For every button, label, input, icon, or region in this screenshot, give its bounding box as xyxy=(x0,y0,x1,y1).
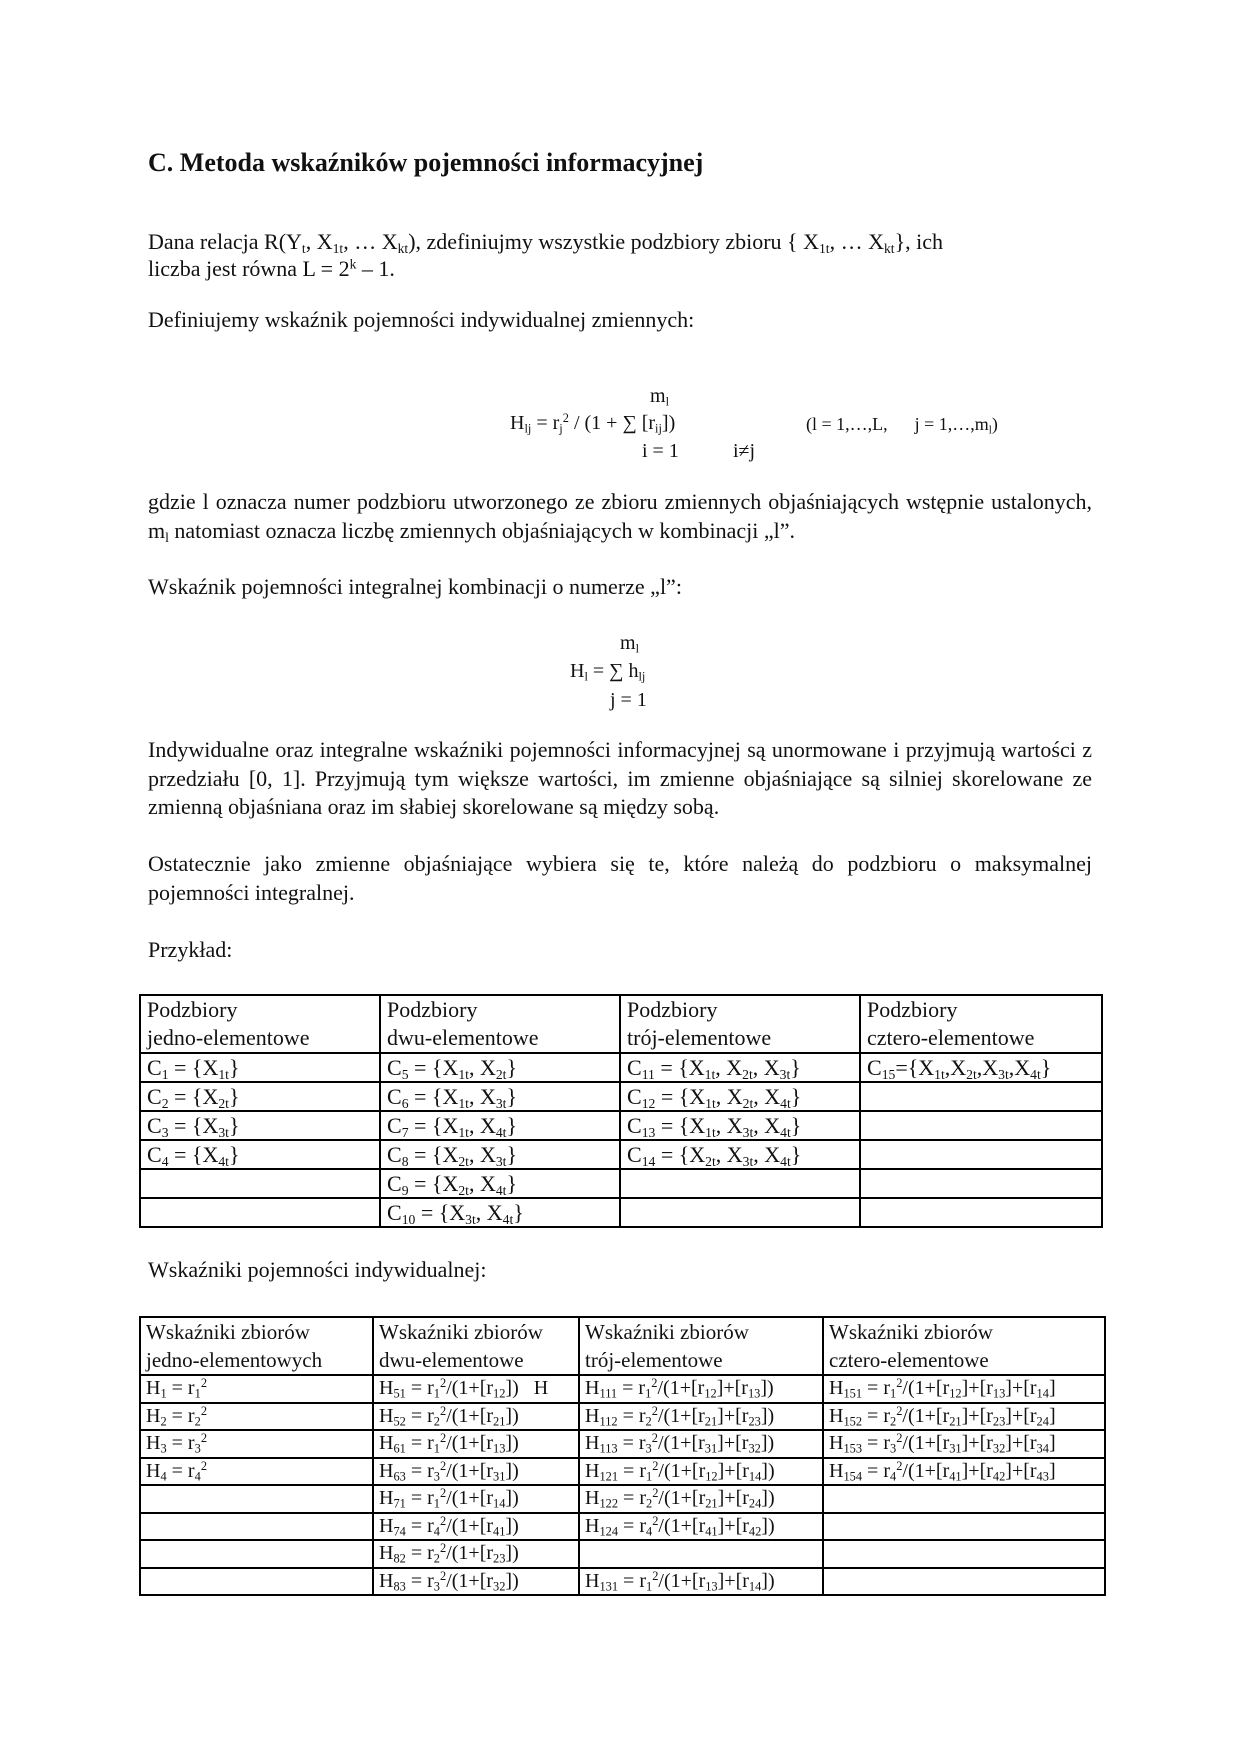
subsets-table-cell: $C_4 = \{X_{4t}\}$ xyxy=(140,1140,380,1169)
indices-table-cell: $H_{122} = r_2^2/(1+[r_{21}]+[r_{24}])$ xyxy=(579,1485,823,1513)
indices-table-cell: $H_{83} = r_3^2/(1+[r_{32}])$ xyxy=(373,1568,579,1596)
example-label: Przykład: xyxy=(148,937,233,962)
formula1-lower-limit: i = 1 xyxy=(642,440,679,462)
indices-table-cell: $H_{71} = r_1^2/(1+[r_{14}])$ xyxy=(373,1485,579,1513)
indices-table-cell: $H_{63} = r_3^2/(1+[r_{31}])$ xyxy=(373,1458,579,1486)
where-explanation: gdzie l oznacza numer podzbioru utworzonego ze zbioru zmiennych objaśniających wstępnie ustalonych, $m_l$ natomiast oznacza liczbę zmiennych objaśniających w kombinacji „l”. xyxy=(148,489,1092,545)
indices-table-cell xyxy=(823,1540,1105,1568)
subsets-table-cell xyxy=(860,1198,1102,1227)
subsets-table-cell xyxy=(620,1169,860,1198)
subsets-table-cell: $C_1 = \{X_{1t}\}$ xyxy=(140,1053,380,1082)
formula2-main: $H_l$ = ∑ $h_{lj}$ xyxy=(570,660,646,684)
selection-paragraph: Ostatecznie jako zmienne objaśniające wybiera się te, które należą do podzbioru o maksymalnej pojemności integralnej. xyxy=(148,851,1092,905)
table-row xyxy=(140,1403,1105,1431)
subsets-table-cell: $C_{11} = \{X_{1t}$, $X_{2t}$, $X_{3t}$} xyxy=(620,1053,860,1082)
table-row xyxy=(140,1458,1105,1486)
indices-table-cell: $H_{153} = r_3^2/(1+[r_{31}]+[r_{32}]+[r_{34}]$ xyxy=(823,1430,1105,1458)
table-row xyxy=(140,1082,1102,1111)
subsets-table-cell xyxy=(140,1198,380,1227)
subsets-table-cell: $C_7 = \{X_{1t}$, $X_{4t}$} xyxy=(380,1111,620,1140)
indices-table-cell xyxy=(823,1485,1105,1513)
indices-table-header-cell: Wskaźniki zbiorów cztero-elementowe xyxy=(823,1317,1105,1375)
intro-line-2: liczba jest równa $L = 2^k - 1$. xyxy=(148,256,395,281)
indices-table-cell: $H_{52} = r_2^2/(1+[r_{21}])$ xyxy=(373,1403,579,1431)
subsets-table-cell xyxy=(140,1169,380,1198)
table-row xyxy=(140,1485,1105,1513)
indices-table-cell: $H_{112} = r_2^2/(1+[r_{21}]+[r_{23}])$ xyxy=(579,1403,823,1431)
subsets-table-cell: $C_6 = \{X_{1t}$, $X_{3t}$} xyxy=(380,1082,620,1111)
table-row xyxy=(140,1140,1102,1169)
indices-table-cell: $H_2 = r_2^2$ xyxy=(140,1403,373,1431)
subsets-table-header-cell: Podzbiory dwu-elementowe xyxy=(380,995,620,1053)
indices-table-cell: $H_{51} = r_1^2/(1+[r_{12}])$ H xyxy=(373,1375,579,1403)
individual-capacity-definition: Definiujemy wskaźnik pojemności indywidualnej zmiennych: xyxy=(148,307,695,332)
indices-table-cell xyxy=(823,1513,1105,1541)
indices-table-cell: $H_{121} = r_1^2/(1+[r_{12}]+[r_{14}])$ xyxy=(579,1458,823,1486)
subsets-table-cell: $C_{12} = \{X_{1t}$, $X_{2t}$, $X_{4t}$} xyxy=(620,1082,860,1111)
indices-table-cell: $H_4 = r_4^2$ xyxy=(140,1458,373,1486)
subsets-table-header-cell: Podzbiory cztero-elementowe xyxy=(860,995,1102,1053)
indices-table-cell xyxy=(579,1540,823,1568)
indices-table-cell: $H_{82} = r_2^2/(1+[r_{23}])$ xyxy=(373,1540,579,1568)
indices-table-header-row xyxy=(140,1317,1105,1375)
indices-table-cell xyxy=(140,1485,373,1513)
subsets-table-cell xyxy=(860,1082,1102,1111)
table-row xyxy=(140,1513,1105,1541)
subsets-table-body xyxy=(140,995,1102,1227)
subsets-table-cell xyxy=(860,1140,1102,1169)
indices-table-cell xyxy=(140,1513,373,1541)
indices-table-cell: $H_{111} = r_1^2/(1+[r_{12}]+[r_{13}])$ xyxy=(579,1375,823,1403)
subsets-table-cell: $C_{13} = \{X_{1t}$, $X_{3t}$, $X_{4t}$} xyxy=(620,1111,860,1140)
indices-table-cell: $H_1 = r_1^2$ xyxy=(140,1375,373,1403)
normalization-paragraph: Indywidualne oraz integralne wskaźniki pojemności informacyjnej są unormowane i przyjmują wartości z przedziału [0, 1]. Przyjmują tym większe wartości, im zmienne objaśniające są silniej skorelowane ze zmienną objaśniana oraz im słabiej skorelowane są między sobą. xyxy=(148,737,1092,819)
formula1-range: (l = 1,…,L, $j = 1,\dots,m_l$) xyxy=(806,414,998,437)
indices-table xyxy=(139,1316,1106,1596)
subsets-table-cell: $C_{15}=\{X_{1t},X_{2t},X_{3t},X_{4t}\}$ xyxy=(860,1053,1102,1082)
indices-table-cell: $H_3 = r_3^2$ xyxy=(140,1430,373,1458)
subsets-table xyxy=(139,994,1103,1228)
section-title: C. Metoda wskaźników pojemności informacyjnej xyxy=(148,148,704,177)
indices-table-cell xyxy=(140,1568,373,1596)
indices-table-cell: $H_{131} = r_1^2/(1+[r_{13}]+[r_{14}])$ xyxy=(579,1568,823,1596)
subsets-table-cell xyxy=(860,1111,1102,1140)
subsets-table-header-row xyxy=(140,995,1102,1053)
subsets-table-cell: $C_5 = \{X_{1t}$, $X_{2t}$} xyxy=(380,1053,620,1082)
subsets-table-header-cell: Podzbiory trój-elementowe xyxy=(620,995,860,1053)
table-row xyxy=(140,1568,1105,1596)
formula1-upper-limit: $m_l$ xyxy=(650,385,670,409)
indices-table-cell: $H_{61} = r_1^2/(1+[r_{13}])$ xyxy=(373,1430,579,1458)
table-row xyxy=(140,1053,1102,1082)
table-row xyxy=(140,1198,1102,1227)
subsets-table-cell: $C_8 = \{X_{2t}$, $X_{3t}$} xyxy=(380,1140,620,1169)
subsets-table-cell: $C_{14} = \{X_{2t}$, $X_{3t}$, $X_{4t}$} xyxy=(620,1140,860,1169)
formula1-condition: i≠j xyxy=(733,440,756,462)
indices-table-body xyxy=(140,1317,1105,1595)
table-row xyxy=(140,1111,1102,1140)
subsets-table-cell xyxy=(620,1198,860,1227)
intro-line-1: Dana relacja $R(Y_t$, $X_{1t}$, … $X_{kt}$), zdefiniujmy wszystkie podzbiory zbioru { $X_{1t}$, … $X_{kt}$}, ich xyxy=(148,229,944,257)
formula2-lower-limit: j = 1 xyxy=(610,689,647,711)
indices-table-cell: $H_{152} = r_2^2/(1+[r_{21}]+[r_{23}]+[r_{24}]$ xyxy=(823,1403,1105,1431)
formula2-upper-limit: $m_l$ xyxy=(620,632,640,656)
table-row xyxy=(140,1430,1105,1458)
indices-table-cell: $H_{124} = r_4^2/(1+[r_{41}]+[r_{42}])$ xyxy=(579,1513,823,1541)
formula1-main: $H_{lj} = r_j^2 / (1$ + ∑ $[r_{ij}]$) xyxy=(510,411,676,436)
indices-table-cell: $H_{151} = r_1^2/(1+[r_{12}]+[r_{13}]+[r_{14}]$ xyxy=(823,1375,1105,1403)
indices-table-header-cell: Wskaźniki zbiorów trój-elementowe xyxy=(579,1317,823,1375)
indices-table-header-cell: Wskaźniki zbiorów dwu-elementowe xyxy=(373,1317,579,1375)
subsets-table-cell: $C_2 = \{X_{2t}\}$ xyxy=(140,1082,380,1111)
indices-table-cell xyxy=(823,1568,1105,1596)
indices-table-cell: $H_{113} = r_3^2/(1+[r_{31}]+[r_{32}])$ xyxy=(579,1430,823,1458)
indices-table-cell: $H_{74} = r_4^2/(1+[r_{41}])$ xyxy=(373,1513,579,1541)
integral-capacity-intro: Wskaźnik pojemności integralnej kombinacji o numerze „l”: xyxy=(148,574,682,599)
subsets-table-cell: $C_9 = \{X_{2t}$, $X_{4t}$} xyxy=(380,1169,620,1198)
subsets-table-cell: $C_3 = \{X_{3t}\}$ xyxy=(140,1111,380,1140)
table-row xyxy=(140,1169,1102,1198)
indices-table-header-cell: Wskaźniki zbiorów jedno-elementowych xyxy=(140,1317,373,1375)
table-row xyxy=(140,1375,1105,1403)
table-row xyxy=(140,1540,1105,1568)
indices-table-cell: $H_{154} = r_4^2/(1+[r_{41}]+[r_{42}]+[r_{43}]$ xyxy=(823,1458,1105,1486)
indices-table-cell xyxy=(140,1540,373,1568)
subsets-table-cell: $C_{10} = \{X_{3t}$, $X_{4t}$} xyxy=(380,1198,620,1227)
subsets-table-header-cell: Podzbiory jedno-elementowe xyxy=(140,995,380,1053)
subsets-table-cell xyxy=(860,1169,1102,1198)
individual-indices-label: Wskaźniki pojemności indywidualnej: xyxy=(148,1257,487,1282)
